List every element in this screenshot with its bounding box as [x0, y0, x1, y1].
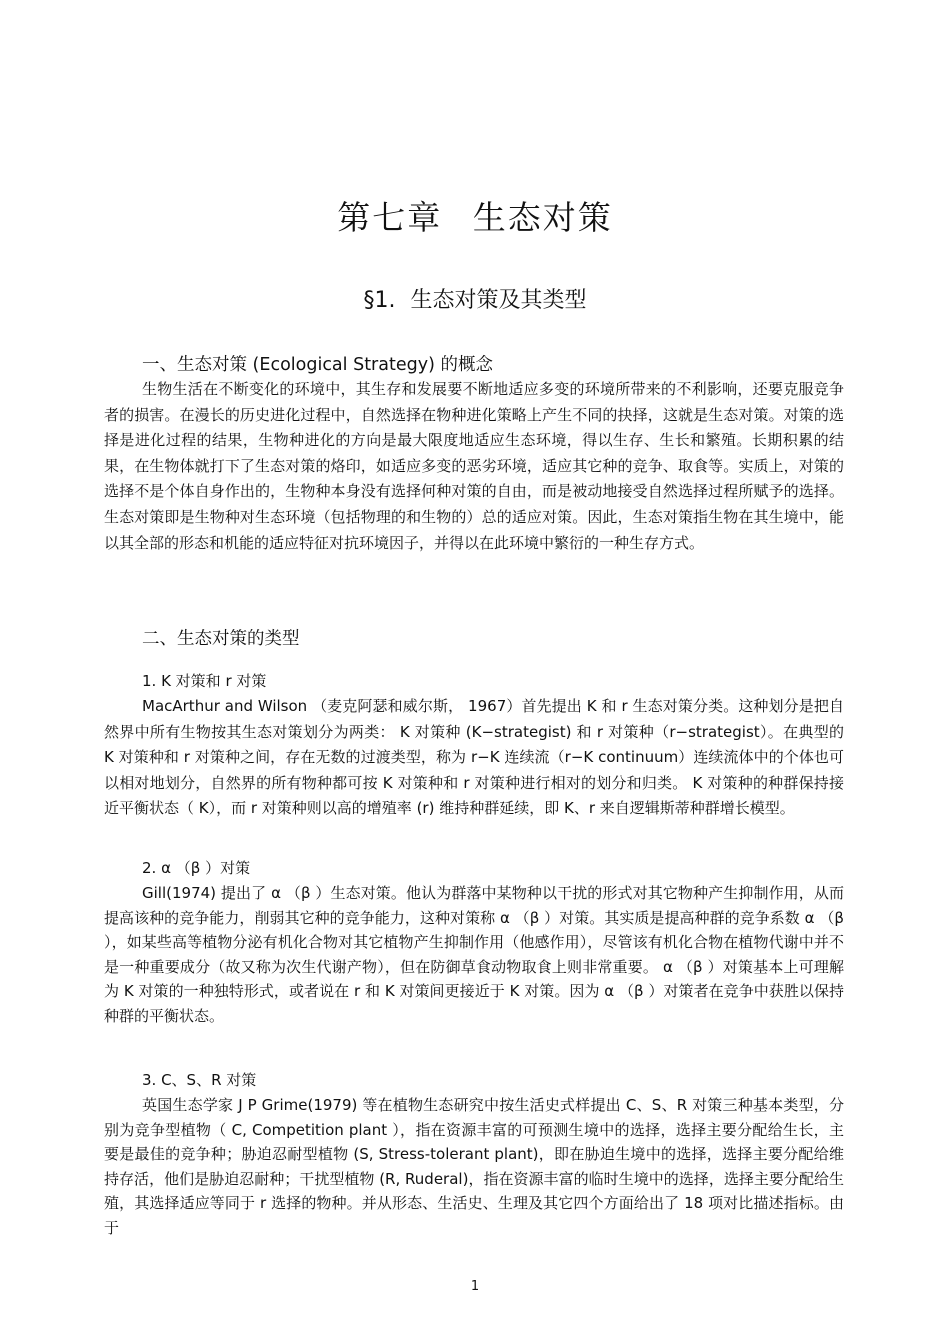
paragraph-csr: 英国生态学家 J P Grime(1979) 等在植物生态研究中按生活史式样提出 C、S、R 对策三种基本类型，分别为竞争型植物（ C, Competition plant ），指在资源丰富的可预测生境中的选择，选择主要分配给生长，主要是最佳的竞争种；胁迫忍耐型植物 (S, Stress-tolerant plant)，即在胁迫生境中的选择，选择主要分配给维持存活，他们是胁迫忍耐种；干扰型植物 (R, Ruderal)，指在资源丰富的临时生境中的选择，选择主要分配给生殖，其选择适应等同于 r 选择的物种。并从形态、生活史、生理及其它四个方面给出了 18 项对比描述指标。由于	[104, 1096, 844, 1237]
paragraph-concept: 生物生活在不断变化的环境中，其生存和发展要不断地适应多变的环境所带来的不利影响，还要克服竞争者的损害。在漫长的历史进化过程中，自然选择在物种进化策略上产生不同的抉择，这就是生态对策。对策的选择是进化过程的结果，生物种进化的方向是最大限度地适应生态环境，得以生存、生长和繁殖。长期积累的结果，在生物体就打下了生态对策的烙印，如适应多变的恶劣环境，适应其它种的竞争、取食等。实质上，对策的选择不是个体自身作出的，生物种本身没有选择何种对策的自由，而是被动地接受自然选择过程所赋予的选择。生态对策即是生物种对生态环境（包括物理的和生物的）总的适应对策。因此，生态对策指生物在其生境中，能以其全部的形态和机能的适应特征对抗环境因子，并得以在此环境中繁衍的一种生存方式。	[104, 380, 844, 552]
heading-alpha-beta: 2. α （β ）对策	[142, 859, 251, 877]
paragraph-k-r: MacArthur and Wilson （麦克阿瑟和威尔斯， 1967）首先提出 K 和 r 生态对策分类。这种划分是把自然界中所有生物按其生态对策划分为两类： K 对策种 (K−strategist) 和 r 对策种（r−strategist）。在典型的 K 对策种和 r 对策种之间，存在无数的过渡类型，称为 r−K 连续流（r−K continuum）连续流体中的个体也可以相对地划分，自然界的所有物种都可按 K 对策种和 r 对策种进行相对的划分和归类。 K 对策种的种群保持接近平衡状态（ K），而 r 对策种则以高的增殖率 (r) 维持种群延续，即 K、r 来自逻辑斯蒂种群增长模型。	[104, 697, 844, 818]
heading-k-r: 1. K 对策和 r 对策	[142, 672, 267, 690]
chapter-title: 第七章 生态对策	[337, 198, 613, 237]
page-number: 1	[470, 1279, 480, 1294]
paragraph-alpha-beta: Gill(1974) 提出了 α （β ）生态对策。他认为群落中某物种以干扰的形式对其它物种产生抑制作用，从而提高该种的竞争能力，削弱其它种的竞争能力，这种对策称 α （β ）对策。其实质是提高种群的竞争系数 α （β ），如某些高等植物分泌有机化合物对其它植物产生抑制作用（他感作用），尽管该有机化合物在植物代谢中并不是一种重要成分（故又称为次生代谢产物），但在防御草食动物取食上则非常重要。 α （β ）对策基本上可理解为 K 对策的一种独特形式，或者说在 r 和 K 对策间更接近于 K 对策。因为 α （β ）对策者在竞争中获胜以保持种群的平衡状态。	[104, 884, 844, 1025]
heading-types: 二、生态对策的类型	[142, 629, 300, 649]
section-title: §1. 生态对策及其类型	[363, 288, 587, 313]
heading-csr: 3. C、S、R 对策	[142, 1071, 257, 1089]
heading-concept: 一、生态对策 (Ecological Strategy) 的概念	[142, 355, 493, 375]
